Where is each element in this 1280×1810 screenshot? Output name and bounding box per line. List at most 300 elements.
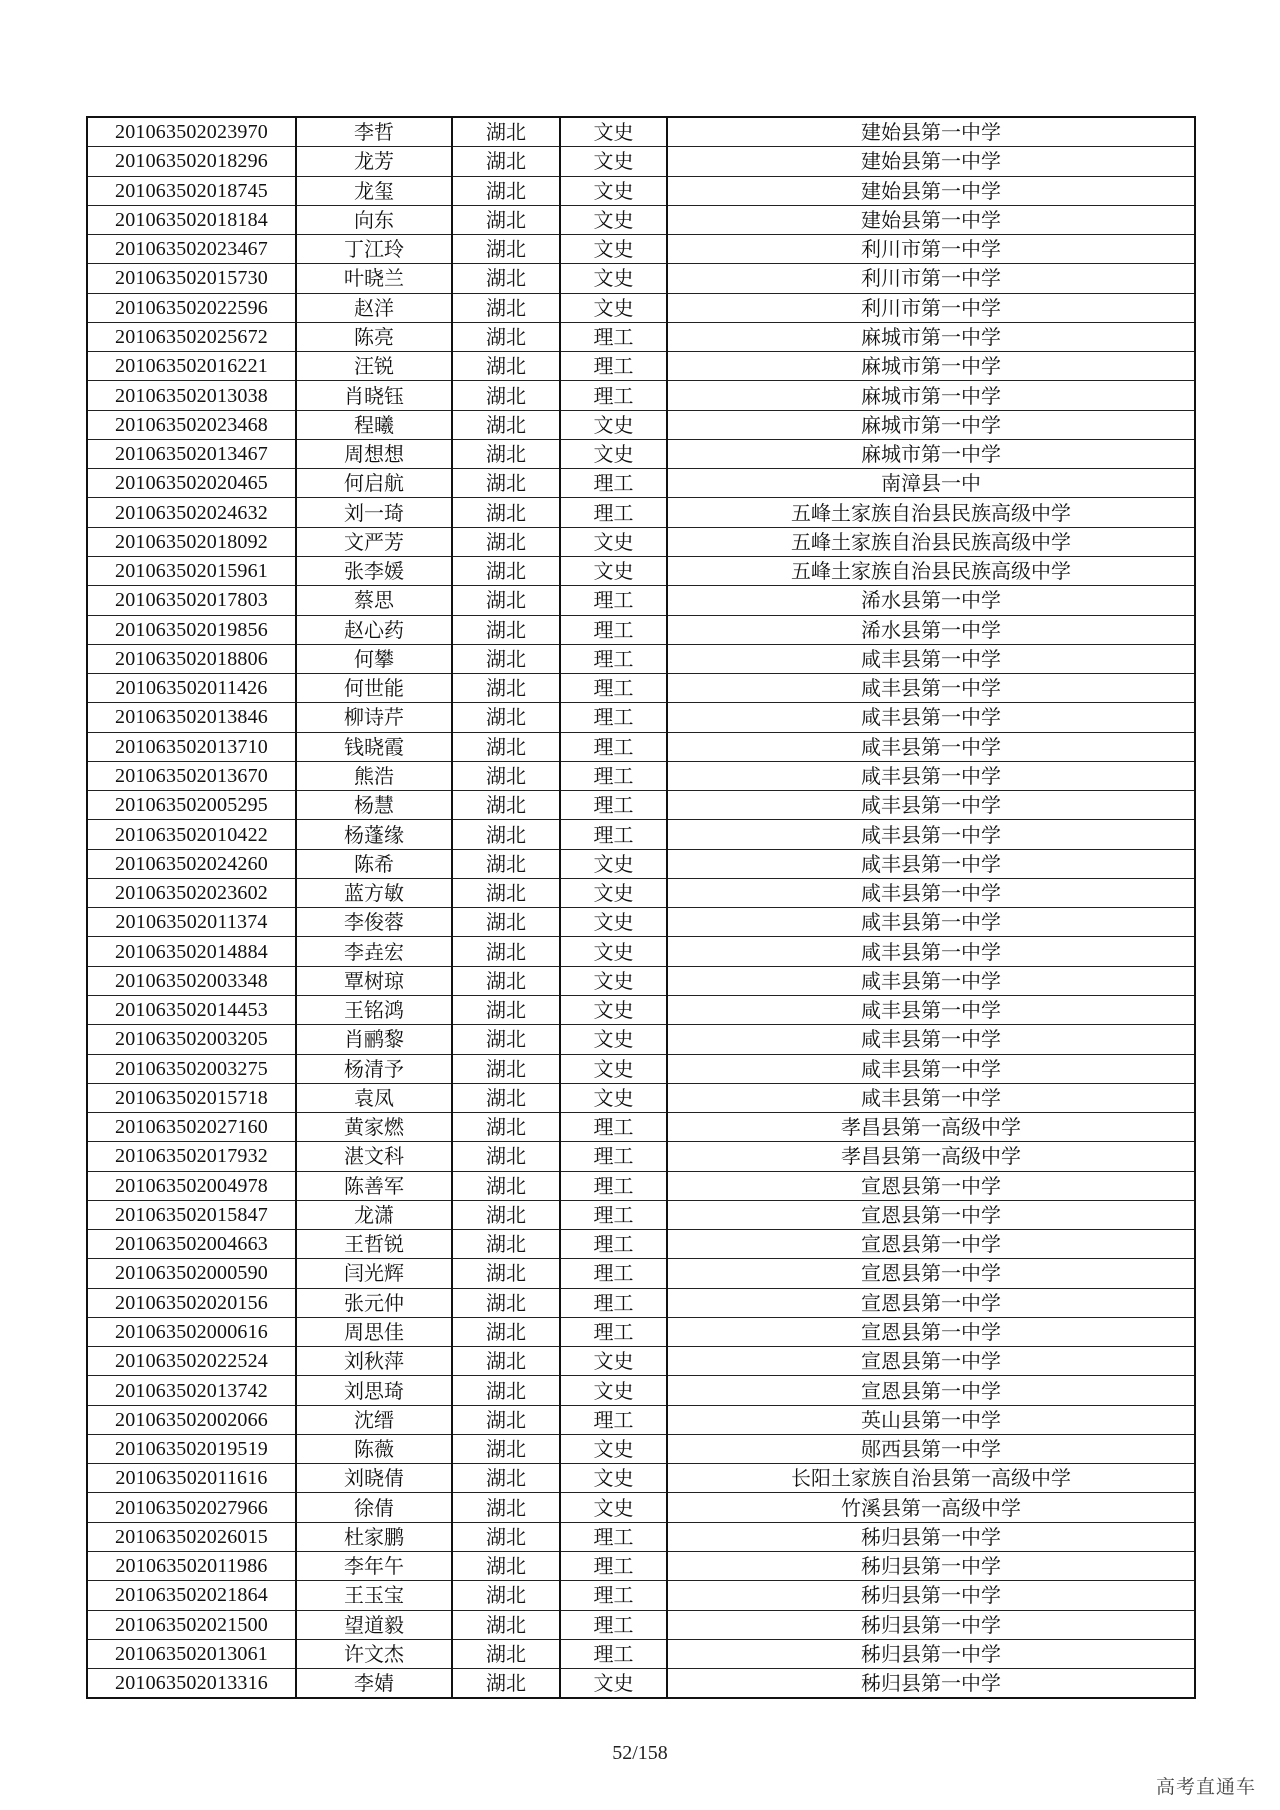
page-number: 52/158 <box>612 1742 668 1764</box>
student-name-cell: 钱晓霞 <box>296 732 452 761</box>
track-cell: 文史 <box>560 527 667 556</box>
student-name-cell: 蔡思 <box>296 586 452 615</box>
student-name-cell: 覃树琼 <box>296 966 452 995</box>
track-cell: 文史 <box>560 1054 667 1083</box>
province-cell: 湖北 <box>452 469 560 498</box>
province-cell: 湖北 <box>452 849 560 878</box>
school-cell: 郧西县第一中学 <box>667 1434 1195 1463</box>
student-id-cell: 201063502013467 <box>87 439 296 468</box>
school-cell: 宣恩县第一中学 <box>667 1259 1195 1288</box>
table-row <box>87 176 1195 205</box>
student-name-cell: 闫光辉 <box>296 1259 452 1288</box>
student-name-cell: 徐倩 <box>296 1493 452 1522</box>
province-cell: 湖北 <box>452 1552 560 1581</box>
watermark-text: 高考直通车 <box>1155 1776 1256 1798</box>
table-row <box>87 1610 1195 1639</box>
track-cell: 理工 <box>560 381 667 410</box>
school-cell: 咸丰县第一中学 <box>667 937 1195 966</box>
track-cell: 文史 <box>560 235 667 264</box>
province-cell: 湖北 <box>452 1288 560 1317</box>
province-cell: 湖北 <box>452 439 560 468</box>
table-row <box>87 1025 1195 1054</box>
school-cell: 竹溪县第一高级中学 <box>667 1493 1195 1522</box>
table-row <box>87 117 1195 147</box>
school-cell: 利川市第一中学 <box>667 264 1195 293</box>
province-cell: 湖北 <box>452 1025 560 1054</box>
student-id-cell: 201063502021500 <box>87 1610 296 1639</box>
student-id-cell: 201063502023468 <box>87 410 296 439</box>
student-id-cell: 201063502018745 <box>87 176 296 205</box>
student-id-cell: 201063502000590 <box>87 1259 296 1288</box>
student-id-cell: 201063502019519 <box>87 1434 296 1463</box>
school-cell: 建始县第一中学 <box>667 117 1195 147</box>
school-cell: 宣恩县第一中学 <box>667 1317 1195 1346</box>
province-cell: 湖北 <box>452 1259 560 1288</box>
province-cell: 湖北 <box>452 293 560 322</box>
student-name-cell: 陈善军 <box>296 1171 452 1200</box>
table-row <box>87 644 1195 673</box>
student-name-cell: 肖晓钰 <box>296 381 452 410</box>
student-name-cell: 王哲锐 <box>296 1230 452 1259</box>
student-name-cell: 陈亮 <box>296 322 452 351</box>
province-cell: 湖北 <box>452 791 560 820</box>
student-name-cell: 丁江玲 <box>296 235 452 264</box>
student-id-cell: 201063502011616 <box>87 1464 296 1493</box>
track-cell: 理工 <box>560 1610 667 1639</box>
school-cell: 宣恩县第一中学 <box>667 1171 1195 1200</box>
student-id-cell: 201063502018092 <box>87 527 296 556</box>
track-cell: 理工 <box>560 732 667 761</box>
student-name-cell: 龙潇 <box>296 1200 452 1229</box>
table-row <box>87 1288 1195 1317</box>
student-name-cell: 汪锐 <box>296 352 452 381</box>
student-id-cell: 201063502010422 <box>87 820 296 849</box>
school-cell: 五峰土家族自治县民族高级中学 <box>667 556 1195 585</box>
track-cell: 文史 <box>560 410 667 439</box>
track-cell: 理工 <box>560 1522 667 1551</box>
table-row <box>87 1581 1195 1610</box>
track-cell: 文史 <box>560 966 667 995</box>
student-id-cell: 201063502003275 <box>87 1054 296 1083</box>
student-name-cell: 王铭鸿 <box>296 995 452 1024</box>
province-cell: 湖北 <box>452 117 560 147</box>
student-id-cell: 201063502011986 <box>87 1552 296 1581</box>
track-cell: 理工 <box>560 615 667 644</box>
student-id-cell: 201063502013316 <box>87 1669 296 1699</box>
student-id-cell: 201063502015961 <box>87 556 296 585</box>
student-name-cell: 许文杰 <box>296 1639 452 1668</box>
track-cell: 理工 <box>560 586 667 615</box>
student-id-cell: 201063502025672 <box>87 322 296 351</box>
student-id-cell: 201063502022596 <box>87 293 296 322</box>
track-cell: 文史 <box>560 937 667 966</box>
school-cell: 麻城市第一中学 <box>667 410 1195 439</box>
track-cell: 文史 <box>560 1464 667 1493</box>
table-row <box>87 820 1195 849</box>
table-row <box>87 410 1195 439</box>
school-cell: 宣恩县第一中学 <box>667 1347 1195 1376</box>
school-cell: 咸丰县第一中学 <box>667 644 1195 673</box>
school-cell: 英山县第一中学 <box>667 1405 1195 1434</box>
province-cell: 湖北 <box>452 1347 560 1376</box>
student-id-cell: 201063502019856 <box>87 615 296 644</box>
student-name-cell: 赵心药 <box>296 615 452 644</box>
school-cell: 秭归县第一中学 <box>667 1639 1195 1668</box>
track-cell: 文史 <box>560 995 667 1024</box>
school-cell: 浠水县第一中学 <box>667 586 1195 615</box>
school-cell: 咸丰县第一中学 <box>667 966 1195 995</box>
school-cell: 咸丰县第一中学 <box>667 849 1195 878</box>
table-row <box>87 878 1195 907</box>
student-name-cell: 王玉宝 <box>296 1581 452 1610</box>
table-row <box>87 615 1195 644</box>
student-name-cell: 何启航 <box>296 469 452 498</box>
school-cell: 咸丰县第一中学 <box>667 674 1195 703</box>
track-cell: 理工 <box>560 1230 667 1259</box>
admission-roster-table <box>86 116 1196 1699</box>
track-cell: 理工 <box>560 1405 667 1434</box>
track-cell: 理工 <box>560 1142 667 1171</box>
province-cell: 湖北 <box>452 264 560 293</box>
student-id-cell: 201063502013038 <box>87 381 296 410</box>
student-name-cell: 何攀 <box>296 644 452 673</box>
school-cell: 咸丰县第一中学 <box>667 995 1195 1024</box>
student-id-cell: 201063502026015 <box>87 1522 296 1551</box>
student-name-cell: 何世能 <box>296 674 452 703</box>
student-name-cell: 向东 <box>296 205 452 234</box>
province-cell: 湖北 <box>452 147 560 176</box>
track-cell: 文史 <box>560 176 667 205</box>
table-row <box>87 147 1195 176</box>
province-cell: 湖北 <box>452 1230 560 1259</box>
school-cell: 南漳县一中 <box>667 469 1195 498</box>
province-cell: 湖北 <box>452 1581 560 1610</box>
student-name-cell: 蓝方敏 <box>296 878 452 907</box>
student-id-cell: 201063502015718 <box>87 1083 296 1112</box>
school-cell: 麻城市第一中学 <box>667 439 1195 468</box>
province-cell: 湖北 <box>452 1113 560 1142</box>
table-row <box>87 1552 1195 1581</box>
track-cell: 理工 <box>560 322 667 351</box>
school-cell: 秭归县第一中学 <box>667 1552 1195 1581</box>
student-name-cell: 赵洋 <box>296 293 452 322</box>
province-cell: 湖北 <box>452 1522 560 1551</box>
school-cell: 宣恩县第一中学 <box>667 1200 1195 1229</box>
province-cell: 湖北 <box>452 586 560 615</box>
track-cell: 理工 <box>560 674 667 703</box>
student-id-cell: 201063502017932 <box>87 1142 296 1171</box>
student-name-cell: 杜家鹏 <box>296 1522 452 1551</box>
student-name-cell: 周想想 <box>296 439 452 468</box>
table-row <box>87 908 1195 937</box>
table-row <box>87 235 1195 264</box>
track-cell: 理工 <box>560 1552 667 1581</box>
province-cell: 湖北 <box>452 205 560 234</box>
track-cell: 理工 <box>560 498 667 527</box>
school-cell: 秭归县第一中学 <box>667 1669 1195 1699</box>
school-cell: 建始县第一中学 <box>667 147 1195 176</box>
student-id-cell: 201063502015847 <box>87 1200 296 1229</box>
school-cell: 建始县第一中学 <box>667 205 1195 234</box>
student-id-cell: 201063502013670 <box>87 761 296 790</box>
student-name-cell: 李哲 <box>296 117 452 147</box>
table-row <box>87 381 1195 410</box>
school-cell: 宣恩县第一中学 <box>667 1288 1195 1317</box>
province-cell: 湖北 <box>452 995 560 1024</box>
school-cell: 建始县第一中学 <box>667 176 1195 205</box>
province-cell: 湖北 <box>452 878 560 907</box>
student-id-cell: 201063502013061 <box>87 1639 296 1668</box>
track-cell: 文史 <box>560 878 667 907</box>
province-cell: 湖北 <box>452 1493 560 1522</box>
province-cell: 湖北 <box>452 732 560 761</box>
student-id-cell: 201063502027160 <box>87 1113 296 1142</box>
province-cell: 湖北 <box>452 498 560 527</box>
track-cell: 理工 <box>560 1113 667 1142</box>
table-row <box>87 469 1195 498</box>
track-cell: 文史 <box>560 1025 667 1054</box>
province-cell: 湖北 <box>452 381 560 410</box>
track-cell: 文史 <box>560 1493 667 1522</box>
table-row <box>87 293 1195 322</box>
province-cell: 湖北 <box>452 1317 560 1346</box>
table-row <box>87 732 1195 761</box>
school-cell: 咸丰县第一中学 <box>667 878 1195 907</box>
table-row <box>87 1259 1195 1288</box>
track-cell: 理工 <box>560 761 667 790</box>
student-name-cell: 李俊蓉 <box>296 908 452 937</box>
province-cell: 湖北 <box>452 1142 560 1171</box>
province-cell: 湖北 <box>452 527 560 556</box>
school-cell: 秭归县第一中学 <box>667 1610 1195 1639</box>
student-name-cell: 刘一琦 <box>296 498 452 527</box>
track-cell: 理工 <box>560 1259 667 1288</box>
table-row <box>87 849 1195 878</box>
student-name-cell: 李婧 <box>296 1669 452 1699</box>
student-id-cell: 201063502027966 <box>87 1493 296 1522</box>
student-name-cell: 湛文科 <box>296 1142 452 1171</box>
track-cell: 文史 <box>560 849 667 878</box>
table-row <box>87 1464 1195 1493</box>
student-id-cell: 201063502017803 <box>87 586 296 615</box>
track-cell: 理工 <box>560 1639 667 1668</box>
table-row <box>87 1405 1195 1434</box>
province-cell: 湖北 <box>452 674 560 703</box>
student-name-cell: 望道毅 <box>296 1610 452 1639</box>
student-name-cell: 张李媛 <box>296 556 452 585</box>
table-row <box>87 1083 1195 1112</box>
school-cell: 咸丰县第一中学 <box>667 908 1195 937</box>
track-cell: 文史 <box>560 556 667 585</box>
track-cell: 文史 <box>560 1376 667 1405</box>
province-cell: 湖北 <box>452 1083 560 1112</box>
track-cell: 文史 <box>560 1083 667 1112</box>
student-id-cell: 201063502016221 <box>87 352 296 381</box>
track-cell: 理工 <box>560 1288 667 1317</box>
student-id-cell: 201063502003348 <box>87 966 296 995</box>
student-id-cell: 201063502013846 <box>87 703 296 732</box>
track-cell: 理工 <box>560 820 667 849</box>
school-cell: 孝昌县第一高级中学 <box>667 1113 1195 1142</box>
table-row <box>87 1113 1195 1142</box>
table-row <box>87 1669 1195 1699</box>
student-id-cell: 201063502011374 <box>87 908 296 937</box>
school-cell: 咸丰县第一中学 <box>667 820 1195 849</box>
province-cell: 湖北 <box>452 556 560 585</box>
student-id-cell: 201063502015730 <box>87 264 296 293</box>
school-cell: 秭归县第一中学 <box>667 1522 1195 1551</box>
student-id-cell: 201063502018296 <box>87 147 296 176</box>
track-cell: 文史 <box>560 205 667 234</box>
school-cell: 利川市第一中学 <box>667 235 1195 264</box>
table-row <box>87 1230 1195 1259</box>
student-name-cell: 沈缙 <box>296 1405 452 1434</box>
school-cell: 利川市第一中学 <box>667 293 1195 322</box>
track-cell: 理工 <box>560 352 667 381</box>
table-row <box>87 1171 1195 1200</box>
table-row <box>87 1493 1195 1522</box>
student-id-cell: 201063502024632 <box>87 498 296 527</box>
student-name-cell: 刘晓倩 <box>296 1464 452 1493</box>
student-id-cell: 201063502020465 <box>87 469 296 498</box>
school-cell: 宣恩县第一中学 <box>667 1230 1195 1259</box>
student-name-cell: 李垚宏 <box>296 937 452 966</box>
province-cell: 湖北 <box>452 352 560 381</box>
student-name-cell: 周思佳 <box>296 1317 452 1346</box>
province-cell: 湖北 <box>452 322 560 351</box>
student-name-cell: 刘秋萍 <box>296 1347 452 1376</box>
table-row <box>87 1639 1195 1668</box>
student-name-cell: 文严芳 <box>296 527 452 556</box>
student-id-cell: 201063502023970 <box>87 117 296 147</box>
student-id-cell: 201063502003205 <box>87 1025 296 1054</box>
province-cell: 湖北 <box>452 1464 560 1493</box>
track-cell: 文史 <box>560 1434 667 1463</box>
table-row <box>87 674 1195 703</box>
student-id-cell: 201063502023602 <box>87 878 296 907</box>
student-id-cell: 201063502014884 <box>87 937 296 966</box>
track-cell: 理工 <box>560 1317 667 1346</box>
table-row <box>87 1142 1195 1171</box>
table-row <box>87 937 1195 966</box>
student-name-cell: 张元仲 <box>296 1288 452 1317</box>
school-cell: 咸丰县第一中学 <box>667 703 1195 732</box>
province-cell: 湖北 <box>452 176 560 205</box>
roster-table-body <box>87 117 1195 1698</box>
student-id-cell: 201063502018806 <box>87 644 296 673</box>
track-cell: 理工 <box>560 791 667 820</box>
province-cell: 湖北 <box>452 1405 560 1434</box>
school-cell: 五峰土家族自治县民族高级中学 <box>667 527 1195 556</box>
school-cell: 咸丰县第一中学 <box>667 1054 1195 1083</box>
province-cell: 湖北 <box>452 1171 560 1200</box>
province-cell: 湖北 <box>452 761 560 790</box>
student-name-cell: 杨清予 <box>296 1054 452 1083</box>
table-row <box>87 205 1195 234</box>
province-cell: 湖北 <box>452 410 560 439</box>
province-cell: 湖北 <box>452 937 560 966</box>
student-name-cell: 黄家燃 <box>296 1113 452 1142</box>
province-cell: 湖北 <box>452 703 560 732</box>
student-id-cell: 201063502022524 <box>87 1347 296 1376</box>
province-cell: 湖北 <box>452 235 560 264</box>
student-id-cell: 201063502004663 <box>87 1230 296 1259</box>
table-row <box>87 761 1195 790</box>
student-name-cell: 杨蓬缘 <box>296 820 452 849</box>
table-row <box>87 439 1195 468</box>
student-id-cell: 201063502013742 <box>87 1376 296 1405</box>
student-id-cell: 201063502000616 <box>87 1317 296 1346</box>
track-cell: 文史 <box>560 908 667 937</box>
table-row <box>87 586 1195 615</box>
table-row <box>87 556 1195 585</box>
school-cell: 长阳土家族自治县第一高级中学 <box>667 1464 1195 1493</box>
student-id-cell: 201063502011426 <box>87 674 296 703</box>
table-row <box>87 1200 1195 1229</box>
school-cell: 咸丰县第一中学 <box>667 761 1195 790</box>
student-id-cell: 201063502005295 <box>87 791 296 820</box>
student-name-cell: 程曦 <box>296 410 452 439</box>
table-row <box>87 1317 1195 1346</box>
track-cell: 文史 <box>560 439 667 468</box>
student-name-cell: 龙玺 <box>296 176 452 205</box>
table-row <box>87 498 1195 527</box>
school-cell: 咸丰县第一中学 <box>667 791 1195 820</box>
student-name-cell: 刘思琦 <box>296 1376 452 1405</box>
student-name-cell: 熊浩 <box>296 761 452 790</box>
province-cell: 湖北 <box>452 1610 560 1639</box>
student-name-cell: 柳诗芹 <box>296 703 452 732</box>
student-name-cell: 袁凤 <box>296 1083 452 1112</box>
student-id-cell: 201063502004978 <box>87 1171 296 1200</box>
track-cell: 理工 <box>560 703 667 732</box>
student-name-cell: 杨慧 <box>296 791 452 820</box>
province-cell: 湖北 <box>452 1639 560 1668</box>
school-cell: 麻城市第一中学 <box>667 352 1195 381</box>
school-cell: 麻城市第一中学 <box>667 381 1195 410</box>
table-row <box>87 1347 1195 1376</box>
student-id-cell: 201063502014453 <box>87 995 296 1024</box>
student-id-cell: 201063502018184 <box>87 205 296 234</box>
table-row <box>87 1376 1195 1405</box>
school-cell: 咸丰县第一中学 <box>667 1025 1195 1054</box>
school-cell: 秭归县第一中学 <box>667 1581 1195 1610</box>
table-row <box>87 791 1195 820</box>
student-id-cell: 201063502013710 <box>87 732 296 761</box>
student-id-cell: 201063502023467 <box>87 235 296 264</box>
province-cell: 湖北 <box>452 1434 560 1463</box>
student-name-cell: 陈薇 <box>296 1434 452 1463</box>
province-cell: 湖北 <box>452 1376 560 1405</box>
table-row <box>87 1522 1195 1551</box>
province-cell: 湖北 <box>452 820 560 849</box>
student-name-cell: 陈希 <box>296 849 452 878</box>
track-cell: 理工 <box>560 644 667 673</box>
school-cell: 麻城市第一中学 <box>667 322 1195 351</box>
student-id-cell: 201063502002066 <box>87 1405 296 1434</box>
province-cell: 湖北 <box>452 1669 560 1699</box>
track-cell: 文史 <box>560 264 667 293</box>
table-row <box>87 966 1195 995</box>
school-cell: 孝昌县第一高级中学 <box>667 1142 1195 1171</box>
track-cell: 理工 <box>560 1171 667 1200</box>
track-cell: 文史 <box>560 1347 667 1376</box>
student-id-cell: 201063502020156 <box>87 1288 296 1317</box>
table-row <box>87 1434 1195 1463</box>
school-cell: 宣恩县第一中学 <box>667 1376 1195 1405</box>
school-cell: 咸丰县第一中学 <box>667 1083 1195 1112</box>
table-row <box>87 322 1195 351</box>
